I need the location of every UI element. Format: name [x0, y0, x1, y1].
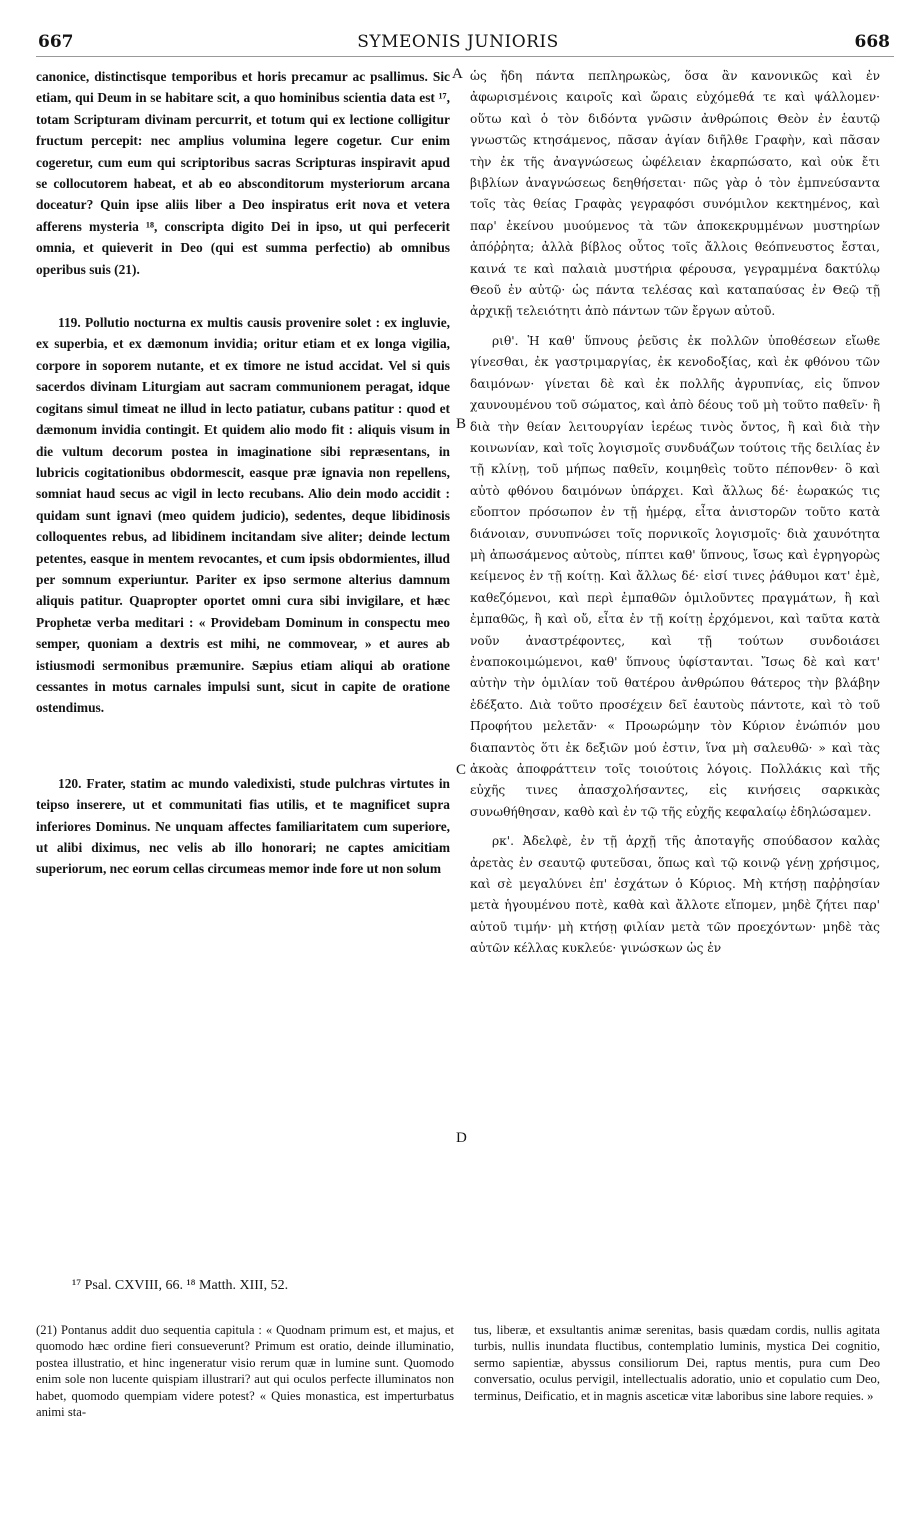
greek-paragraph-120: ρκ'. Ἀδελφὲ, ἐν τῇ ἀρχῇ τῆς ἀποταγῆς σπούδασον καλὰς ἀρετὰς ἐν σεαυτῷ φυτεῦσαι, ὅπως καὶ τῷ κοινῷ γένῃ χρήσιμος, καὶ σὲ μεγαλύνει ἐπ' ἐσχάτων ὁ Κύριος. Μὴ κτήσῃ παῤῥησίαν μετὰ ἡγουμένου ποτὲ, καθὰ καὶ ἄλλοτε εἴπομεν, μηδὲ ζήτει παρ' αὐτοῦ τιμήν· μὴ κτήσῃ φιλίαν μετὰ τῶν προεχόντων· μηδὲ τὰς αὐτῶν κέλλας κυκλεύε· γινώσκων ὡς ἐν	[470, 834, 880, 956]
margin-marker-a: A	[452, 66, 463, 82]
latin-column	[36, 66, 450, 880]
footnote-21-text-right: tus, liberæ, et exsultantis animæ serenitas, basis quædam cordis, nullis agitata turbis, nullis inundata fluctibus, contemplatio luminis, mystica Dei cognitio, sermo sapientiæ, abyssus consiliorum Dei, raptus mentis, pura cum Deo conversatio, oculus pervigil, intellectualis adoratio, unio et copulatio cum Deo, terminus, Deificatio, et in magnis asceticæ vitæ laboribus sine labore requies. »	[474, 1323, 880, 1403]
right-page-number: 668	[854, 32, 890, 52]
latin-paragraph-120: 120. Frater, statim ac mundo valedixisti, stude pulchras virtutes in teipso inserere, ut et communitati fias utilis, et te magnificet supra inferiores Dominus. Ne unquam affectes familiaritatem cum superiore, ut alibi diximus, nec velis ab illo honorari; ne captes amicitiam superiorum, nec eorum cellas circumeas memor inde fore ut non solum	[36, 775, 450, 877]
margin-marker-c: C	[456, 762, 467, 778]
scripture-references: ¹⁷ Psal. CXVIII, 66. ¹⁸ Matth. XIII, 52.	[72, 1278, 289, 1293]
running-title: SYMEONIS JUNIORIS	[357, 32, 559, 52]
footnote-21-text-left: (21) Pontanus addit duo sequentia capitula : « Quodnam primum est, et majus, et quomodo hæc ordine fieri consueverunt? Primum est oratio, deinde illuminatio, postea illustratio, et hinc ingeneratur visio rerum quæ in lumine sunt. Quomodo enim sole non lucente quispiam illustrari? aut qui oculos perfecte illuminatos non habet, quomodo quempiam videre potest? « Quies monastica, est imperturbatus animi sta-	[36, 1323, 454, 1420]
footnote-right	[474, 1322, 880, 1404]
latin-paragraph-continuation: canonice, distinctisque temporibus et horis precamur ac psallimus. Sic etiam, qui Deum in se habitare scit, a quo hominibus scientia data est ¹⁷, totam Scripturam divinam percurrit, et totum qui ex lectione colligitur fructum percepit: nec amplius volumina legere cogetur. Cur enim cogeretur, cum eum qui scriptoribus sacras Scripturas inspiravit apud se collocutorem habeat, et ab eo absconditorum mysteriorum arcana doceatur? Quin ipse aliis liber a Deo inspiratus erit nova et vetera afferens mysteria ¹⁸, conscripta digito Dei in ipso, ut qui perfecerit omnia, et quieverit in Deo (qui est summa perfectio) ab omnibus operibus suis (21).	[36, 69, 450, 277]
margin-marker-d: D	[456, 1130, 467, 1146]
greek-column	[470, 66, 880, 960]
latin-paragraph-119: 119. Pollutio nocturna ex multis causis provenire solet : ex ingluvie, ex superbia, et ex dæmonum invidia; oritur etiam et ex longa vigilia, corpore in soporem nutante, et ex timore ne istud accidat. Vel si quis sacerdos divinam Liturgiam aut sacram communionem peragat, idque cogitans simul timeat ne illud in lecto patiatur, cubans patitur : quod et dæmonum invidia contingit. Et quidem alio modo fit : aliquis visum in die vultum decorum postea in imaginatione sibi repræsentans, in lubricis cogitationibus obdormescit, easque præ ignavia non repellens, somniat haud secus ac vigil in lecto recubans. Alio dein modo accidit : quidam sunt ignavi (meo quidem judicio), sedentes, deque libidinosis colloquentes rebus, ad libidinem incitandam sive aliter; deinde lectum petentes, easque in mentem revocantes, et cum ipsis obdormientes, illud per somnum experiuntur. Pariter ex ipso sermone alterius damnum aliquis patitur. Quapropter oportet omni cura sibi invigilare, et hæc Prophetæ verba meditari : « Providebam Dominum in conspectu meo semper, quoniam a dextris est mihi, ne commovear, » et aures ab istiusmodi sermonibus præmunire. Sæpius etiam aliqui ab oratione cessantes in motus carnales impulsi sunt, sicut in capite de oratione ostendimus.	[36, 315, 450, 716]
greek-paragraph-119: ριθ'. Ἡ καθ' ὕπνους ῥεῦσις ἐκ πολλῶν ὑποθέσεων εἴωθε γίνεσθαι, ἐκ γαστριμαργίας, ἐκ κενοδοξίας, καὶ ἐκ φθόνου τῶν δαιμόνων· γίνεται δὲ καὶ ἐκ πολλῆς ἀγρυπνίας, εἰς ὕπνον χαυνουμένου τοῦ σώματος, καὶ ἀπὸ δέους τοῦ μὴ τοῦτο παθεῖν· ἢ διὰ τὴν θείαν λειτουργίαν ἱερέως τινὸς ὄντος, ἢ καὶ διὰ τὴν κοινωνίαν, καὶ τοῖς λογισμοῖς συνδυάζων τούτοις τῆς δειλίας ἐν τῇ κλίνῃ, τοῦ μήπως παθεῖν, κοιμηθεὶς τοῦτο πέπονθεν· ὃ καὶ αὐτὸ φθόνου δαιμόνων ὑπάρχει. Καὶ ἄλλως δέ· ἑωρακώς τις εὔοπτον πρόσωπον ἐν τῇ ἡμέρᾳ, εἶτα ἀνιστορῶν τοῦτο κατὰ διάνοιαν, συνυπνώσει τοῖς πορνικοῖς λογισμοῖς· διὰ χαυνότητα μὴ ἀπωσάμενος αὐτοὺς, πίπτει καθ' ὕπνους, ἴσως καὶ ἐγρηγορὼς κείμενος ἐν τῇ κοίτῃ. Καὶ ἄλλως δέ· εἰσί τινες ῥάθυμοι κατ' ἐμὲ, καθεζόμενοι, καὶ περὶ ἐμπαθῶν ὁμιλοῦντες πραγμάτων, ἢ καὶ ἐμπαθῶς, ἢ καὶ οὔ, εἶτα ἐν τῇ κοίτῃ ἐρχόμενοι, καὶ ταῦτα κατὰ νοῦν ἀναστρέφοντες, καὶ τῇ τούτων συνδοιάσει ἐναποκοιμώμενοι, καθ' ὕπνους ὑφίστανται. Ἴσως δὲ καὶ κατ' αὐτὴν τὴν ὁμιλίαν τοῦ θατέρου ἀνθρώπου θάτερος τὴν βλάβην ἐδέξατο. Διὰ τοῦτο προσέχειν δεῖ ἑαυτοὺς πάντοτε, καὶ τὸ τοῦ Προφήτου μελετᾶν· « Προωρώμην τὸν Κύριον ἐνώπιόν μου διαπαντὸς ὅτι ἐκ δεξιῶν μού ἐστιν, ἵνα μὴ σαλευθῶ· » καὶ τὰς ἀκοὰς ἀποφράττειν τοῖς τοιούτοις λόγοις. Πολλάκις καὶ τῆς εὐχῆς τινες ἀπασχολήσαντες, εἰς κινήσεις σαρκικὰς συνωθήθησαν, καθὸ καὶ ἐν τῷ τῆς εὐχῆς κεφαλαίῳ ἐδηλώσαμεν.	[470, 333, 880, 819]
left-page-number: 667	[38, 32, 74, 52]
greek-paragraph-continuation: ὡς ἤδη πάντα πεπληρωκὼς, ὅσα ἂν κανονικῶς καὶ ἐν ἀφωρισμένοις καιροῖς καὶ ὥραις εὐχόμεθά τε καὶ ψάλλομεν· οὕτω καὶ ὁ τὸν διδόντα γνῶσιν ἀνθρώποις Θεὸν ἐν ἑαυτῷ γνωστῶς κτησάμενος, πᾶσαν ἁγίαν διῆλθε Γραφὴν, καὶ πᾶσαν τὴν ἐκ τῆς ἀναγνώσεως ὠφέλειαν ἐκαρπώσατο, καὶ οὐκ ἔτι βιβλίων ἀναγνώσεως δεηθήσεται· πῶς γὰρ ὁ τὸν ἐμπνεύσαντα τοῖς τὰς θείας Γραφὰς γεγραφόσι συνόμιλον κεκτημένος, καὶ παρ' ἐκείνου μυούμενος τὰ τῶν ἀποκεκρυμμένων μυστηρίων ἀπόῤῥητα; ἀλλὰ βίβλος οὗτος τοῖς ἄλλοις θεόπνευστος ἔσται, καινά τε καὶ παλαιὰ μυστήρια φέρουσα, γεγραμμένα δακτύλῳ Θεοῦ ἐν αὐτῷ· ὡς πάντα τελέσας καὶ καταπαύσας ἐν Θεῷ τῇ ἀρχικῇ τελειότητι ἀπὸ πάντων τῶν ἔργων αὐτοῦ.	[470, 69, 880, 319]
header-rule	[36, 56, 894, 57]
margin-marker-b: B	[456, 416, 467, 432]
footnote-left	[36, 1322, 454, 1420]
